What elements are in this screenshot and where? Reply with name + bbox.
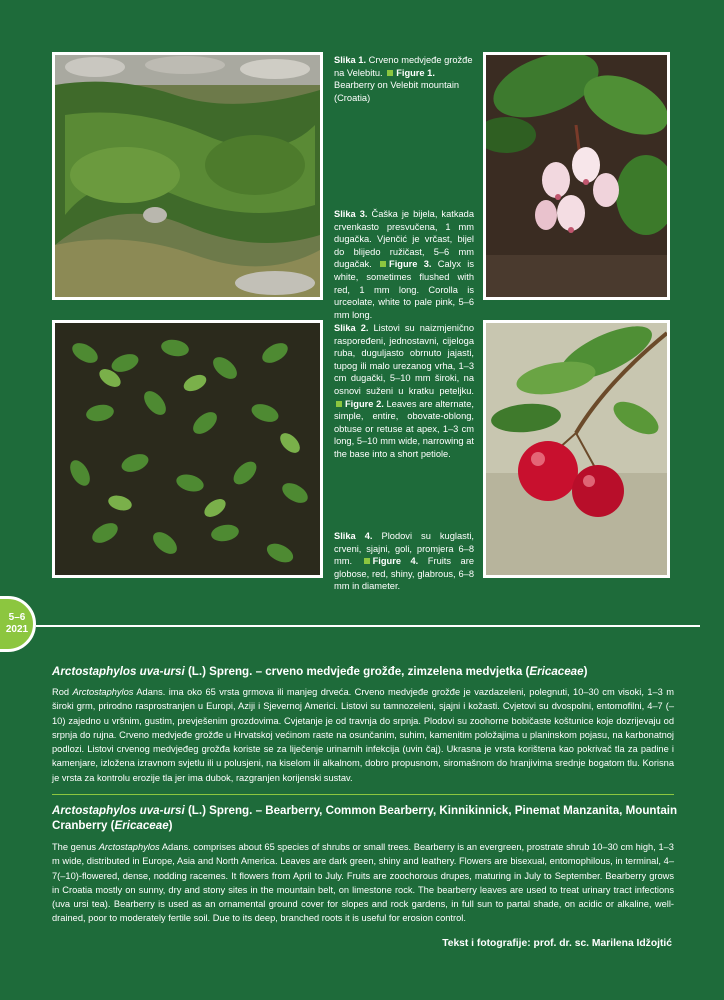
croatian-body-rest: Adans. ima oko 65 vrsta grmova ili manjeg drveća. Crveno medvjeđe grožđe je vazdazeleni, polegnuti, 10–30 cm visoki, 1–3 m široki grm, prirodno rasprostranjen u Europi, Aziji i Sjevernoj Americi. Listovi su tamnozeleni, sjajni i kožasti. Cvjetovi su dvospolni, entomofilni, 4–7 (–10) zajedno u vršnim, gustim, prevješenim grozdovima. Cvjetanje je od travnja do srpnja. Plodovi su zoohorne bobičaste koštunice koje dozrijevaju od srpnja do rujna. Crveno medvjeđe grožđe u Hrvatskoj većinom raste na osunčanim, suhim, kamenitim položajima u planinskom pojasu, na karbonatnoj podlozi. Listovi crvenog medvjeđeg grožđa koriste se za liječenje urinarnih infekcija (uvin čaj). Ukrasna je vrsta korištena kao pokrivač tla za padine i kamenjare, izložena izravnom svjetlu ili u polusjeni, na kiselom ili alkalnom, dobro propusnom, siromašnom do hranjivima srednje bogatom tlu. Korisna je vrsta za kontrolu erozije tla jer ima dubok, razgranjen korijenski sustav.: [52, 687, 674, 783]
figure-4-hr-text: Plodovi su kuglasti, crveni, sjajni, goli, promjera 6–8 mm.: [334, 531, 474, 567]
english-body-genus: Arctostaphylos: [98, 842, 160, 852]
croatian-body-genus: Arctostaphylos: [72, 687, 134, 697]
figure-2-caption: [334, 322, 474, 461]
english-title: [52, 803, 678, 833]
english-body-rest: Adans. comprises about 65 species of shrubs or small trees. Bearberry is an evergreen, prostrate shrub 10–30 cm high, 1–3 m wide, distributed in Europe, Asia and North America. Leaves are dark green, shiny and leathery. Flowers are bisexual, entomophilous, in terminal, 4–7(–10)-flowered, dense, nodding racemes. It flowers from April to July. Fruits are zoochorous drupes, maturing in July to September. Bearberry grows in Croatia mostly on sunny, dry and stony sites in the mountain belt, on limestone rock. The bearberry leaves are used to treat urinary tract infections (uva ursi tea). Bearberry is used as an ornamental ground cover for slopes and rock gardens, in full sun to partal shade, on acidic or alkaline, well-drained, poor to moderately fertile soil. Due to its deep, branched roots it is useful for erosion control.: [52, 842, 674, 924]
figure-4-en-label: Figure 4.: [372, 556, 419, 567]
figure-3-photo: [483, 52, 670, 300]
croatian-body: [52, 685, 674, 785]
issue-year: 2021: [5, 624, 29, 635]
bearberry-fruits-image: [486, 323, 667, 575]
figure-4-caption: [334, 530, 474, 593]
figure-2-en-text: Leaves are alternate, simple, entire, obovate-oblong, obtuse or retuse at apex, 1–3 cm long, 5–10 mm wide, narrowing at the base into a short petiole.: [334, 398, 474, 459]
figure-1-photo: [52, 52, 323, 300]
english-title-latin: Arctostaphylos uva-ursi: [52, 804, 185, 817]
green-square-icon: [364, 558, 370, 564]
issue-badge: [0, 596, 36, 652]
figure-3-en-label: Figure 3.: [389, 259, 432, 270]
green-square-icon: [336, 401, 342, 407]
english-body-start: The genus: [52, 842, 99, 852]
figure-2-hr-label: Slika 2.: [334, 323, 369, 333]
croatian-title-end: ): [583, 665, 588, 678]
figure-3-hr-label: Slika 3.: [334, 209, 368, 219]
figure-2-hr-text: Listovi su naizmjenično raspoređeni, jednostavni, cijeloga ruba, duguljasto obrnuto jajasti, tupog ili malo urezanog vrha, 1–3 cm dugački, 5–10 mm široki, na osnovi suženi u kratku peteljku.: [334, 323, 474, 396]
croatian-title-latin: Arctostaphylos uva-ursi: [52, 665, 185, 678]
section-divider: [36, 625, 700, 627]
english-title-rest: (L.) Spreng. – Bearberry, Common Bearberry, Kinnikinnick, Pinemat Manzanita, Mountain Cranberry (: [52, 804, 678, 832]
figure-4-photo: [483, 320, 670, 578]
figure-3-caption: [334, 208, 474, 321]
figure-4-en-text: Fruits are globose, red, shiny, glabrous, 6–8 mm in diameter.: [334, 556, 474, 592]
croatian-title: [52, 664, 678, 679]
croatian-title-family: Ericaceae: [529, 665, 584, 678]
english-body: [52, 840, 674, 926]
green-square-icon: [387, 70, 393, 76]
figure-2-en-label: Figure 2.: [345, 398, 384, 409]
english-title-family: Ericaceae: [114, 819, 169, 832]
figure-4-hr-label: Slika 4.: [334, 531, 373, 541]
english-title-end: ): [168, 819, 173, 832]
figure-1-en-label: Figure 1.: [396, 67, 435, 78]
issue-number: 5–6: [8, 612, 26, 623]
bearberry-leaves-image: [55, 323, 320, 575]
croatian-title-rest: (L.) Spreng. – crveno medvjeđe grožđe, zimzelena medvjetka (: [184, 665, 530, 678]
figure-3-hr-text: Čaška je bijela, katkada crvenkasto presvučena, 1 mm dugačka. Vjenčić je vrčast, bijel do blijedo ružičast, 5–6 mm dugačak.: [334, 209, 474, 270]
figure-1-en-text: Bearberry on Velebit mountain (Croatia): [334, 80, 460, 103]
figure-3-en-text: Calyx is white, sometimes flushed with red, 1 mm long. Corolla is urceolate, white to pale pink, 5–6 mm long.: [334, 259, 474, 320]
bearberry-flowers-image: [486, 55, 667, 297]
figure-1-hr-text: Crveno medvjeđe grožđe na Velebitu.: [334, 55, 473, 78]
bearberry-mat-image: [55, 55, 320, 297]
author-credit: Tekst i fotografije: prof. dr. sc. Marilena Idžojtić: [442, 938, 672, 949]
figure-1-hr-label: Slika 1.: [334, 55, 367, 65]
language-divider: [52, 794, 674, 795]
figure-2-photo: [52, 320, 323, 578]
green-square-icon: [380, 261, 386, 267]
croatian-body-start: Rod: [52, 687, 73, 697]
figure-1-caption: [334, 54, 474, 104]
